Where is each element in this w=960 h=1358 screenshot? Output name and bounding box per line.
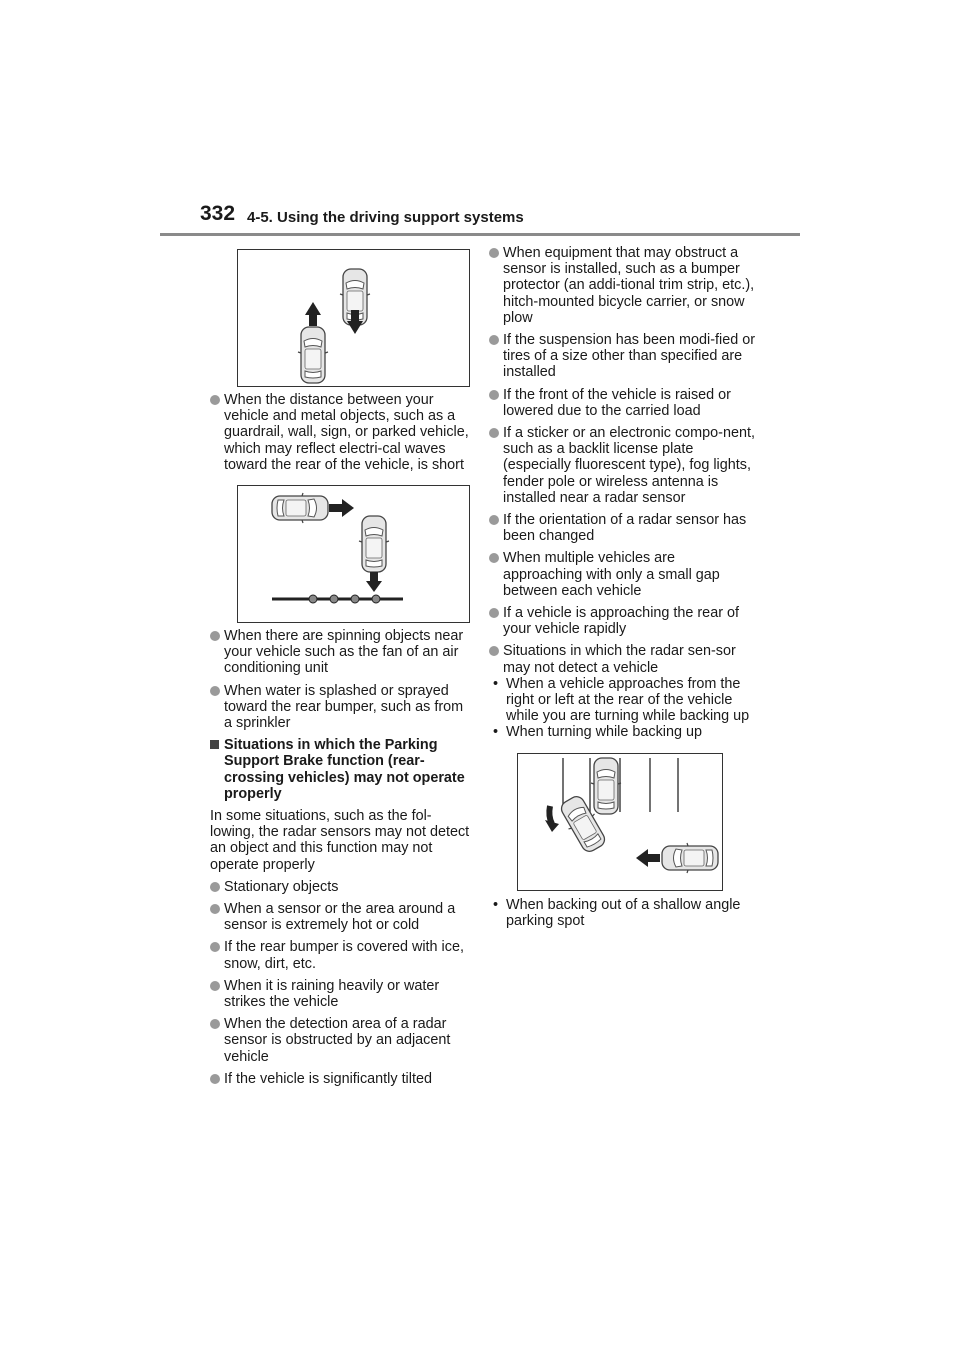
bullet-dot-icon <box>210 395 220 405</box>
header-rule <box>160 233 800 236</box>
bullet-dot-icon <box>210 981 220 991</box>
bullet-dot-icon <box>489 248 499 258</box>
bullet-dot-icon <box>489 428 499 438</box>
metal-objects-illustration <box>238 250 469 386</box>
list-item: If the rear bumper is covered with ice, snow, dirt, etc. <box>210 939 472 971</box>
list-item: If the vehicle is significantly tilted <box>210 1071 472 1087</box>
arrow-up-icon <box>305 302 321 326</box>
arrow-down-icon <box>366 572 382 592</box>
bullet-dot-icon <box>210 631 220 641</box>
list-item: If the suspension has been modi-fied or tires of a size other than specified are installed <box>489 332 757 381</box>
list-item: Stationary objects <box>210 879 472 895</box>
figure-guardrail <box>237 485 470 623</box>
bullet-dot-icon <box>489 390 499 400</box>
figure-metal-objects <box>237 249 470 387</box>
bullet-dot-icon <box>210 882 220 892</box>
list-item: When equipment that may obstruct a sensor is installed, such as a bumper protector (an addi-tional trim strip, etc.), hitch-mounted bicycle carrier, or snow plow <box>489 245 757 326</box>
list-item: When a sensor or the area around a sensor is extremely hot or cold <box>210 901 472 933</box>
bullet-dot-icon <box>210 686 220 696</box>
bullet-dot-icon <box>210 1019 220 1029</box>
list-item: If the orientation of a radar sensor has been changed <box>489 512 757 544</box>
heading-square-icon <box>210 740 219 749</box>
arrow-left-icon <box>636 849 660 867</box>
bullet-dot-icon <box>210 942 220 952</box>
bullet-dot-icon <box>489 608 499 618</box>
sub-item: • When a vehicle approaches from the right or left at the rear of the vehicle while you are turning while backing up <box>493 675 750 725</box>
list-item: If the front of the vehicle is raised or lowered due to the carried load <box>489 387 757 419</box>
list-item: If a vehicle is approaching the rear of your vehicle rapidly <box>489 605 757 637</box>
bullet-spinning: When there are spinning objects near your vehicle such as the fan of an air conditioning unit <box>210 628 472 677</box>
bullet-distance: When the distance between your vehicle and metal objects, such as a guardrail, wall, sign, or parked vehicle, which may reflect electri-cal waves toward the rear of the vehicle, is short <box>210 392 472 473</box>
bullet-dot-icon <box>489 553 499 563</box>
section-title: 4-5. Using the driving support systems <box>247 209 524 226</box>
list-item: If a sticker or an electronic compo-nent, such as a backlit license plate (especially fluorescent type), fog lights, fender pole or wireless antenna is installed near a radar sensor <box>489 425 757 506</box>
guardrail-icon <box>272 595 403 603</box>
guardrail-illustration <box>238 486 469 622</box>
bullet-dot-icon <box>210 904 220 914</box>
list-item: Situations in which the radar sen-sor may not detect a vehicle <box>489 643 757 675</box>
figure-turning-backing <box>517 753 723 891</box>
list-item: When it is raining heavily or water strikes the vehicle <box>210 978 472 1010</box>
sub-item: • When backing out of a shallow angle parking spot <box>493 896 741 929</box>
right-column <box>489 245 757 929</box>
list-item: When multiple vehicles are approaching with only a small gap between each vehicle <box>489 550 757 599</box>
parking-lot-illustration <box>518 754 722 890</box>
list-item: When the detection area of a radar sensor is obstructed by an adjacent vehicle <box>210 1016 472 1065</box>
bullet-dot-icon <box>489 646 499 656</box>
intro-paragraph: In some situations, such as the fol-lowing, the radar sensors may not detect an object and this function may not operate properly <box>210 808 470 873</box>
left-column <box>210 249 472 1093</box>
bullet-dot-icon <box>489 335 499 345</box>
arrow-right-icon <box>329 499 354 517</box>
sub-item: • When turning while backing up <box>493 724 702 741</box>
curved-arrow-icon <box>545 806 559 832</box>
bullet-dot-icon <box>489 515 499 525</box>
bullet-dot-icon <box>210 1074 220 1084</box>
section-heading: Situations in which the Parking Support Brake function (rear-crossing vehicles) may not operate properly <box>210 737 472 802</box>
bullet-water: When water is splashed or sprayed toward the rear bumper, such as from a sprinkler <box>210 683 472 732</box>
page-number: 332 <box>200 202 236 225</box>
